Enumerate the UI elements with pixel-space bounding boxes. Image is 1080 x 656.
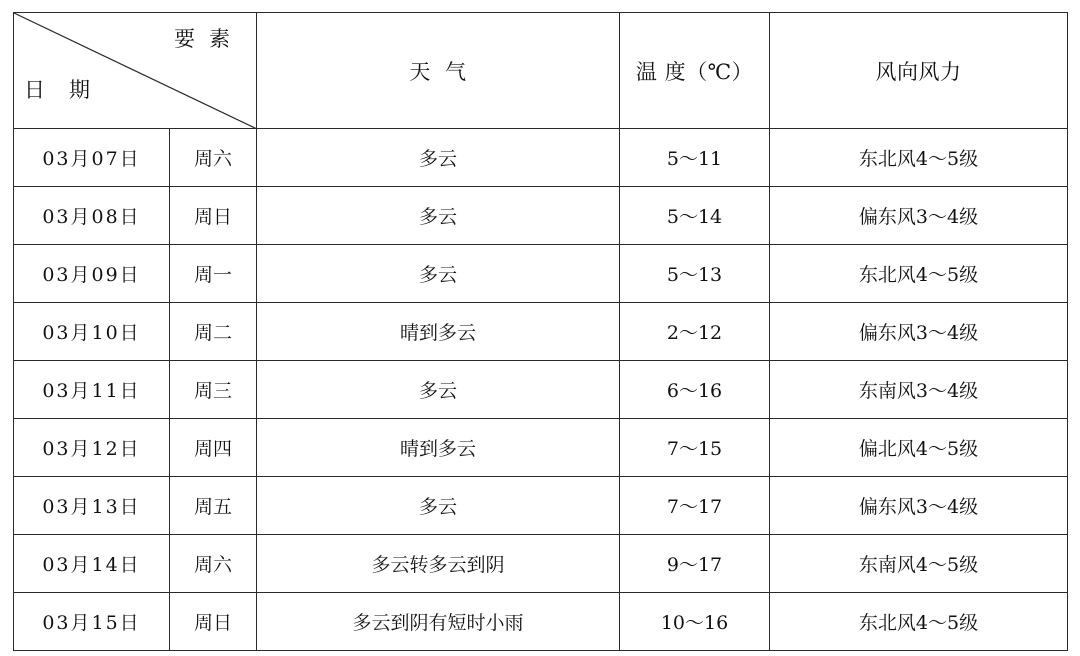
wind-cell: 东北风4～5级	[770, 129, 1068, 187]
weekday-cell: 周五	[170, 477, 257, 535]
corner-header-cell	[14, 13, 257, 129]
wind-cell: 东南风4～5级	[770, 535, 1068, 593]
table-row	[14, 187, 1068, 245]
temperature-cell: 10～16	[620, 593, 770, 651]
table-row	[14, 477, 1068, 535]
temperature-cell: 5～11	[620, 129, 770, 187]
date-cell: 03月13日	[14, 477, 170, 535]
weather-cell: 多云	[257, 477, 620, 535]
temperature-cell: 7～17	[620, 477, 770, 535]
weather-forecast-table	[13, 12, 1068, 651]
temperature-cell: 9～17	[620, 535, 770, 593]
weekday-cell: 周三	[170, 361, 257, 419]
date-cell: 03月15日	[14, 593, 170, 651]
corner-label-date: 日期	[24, 78, 114, 102]
weather-cell: 多云	[257, 129, 620, 187]
weather-cell: 多云	[257, 245, 620, 303]
date-cell: 03月08日	[14, 187, 170, 245]
weekday-cell: 周六	[170, 535, 257, 593]
table-row	[14, 535, 1068, 593]
weather-cell: 多云	[257, 187, 620, 245]
date-cell: 03月10日	[14, 303, 170, 361]
weekday-cell: 周一	[170, 245, 257, 303]
date-cell: 03月14日	[14, 535, 170, 593]
table-row	[14, 361, 1068, 419]
table-row	[14, 419, 1068, 477]
weekday-cell: 周日	[170, 593, 257, 651]
wind-cell: 东南风3～4级	[770, 361, 1068, 419]
header-weather: 天 气	[257, 13, 620, 129]
header-temperature: 温 度（℃）	[620, 13, 770, 129]
wind-cell: 偏东风3～4级	[770, 477, 1068, 535]
weather-cell: 晴到多云	[257, 419, 620, 477]
forecast-rows	[14, 129, 1068, 651]
weekday-cell: 周六	[170, 129, 257, 187]
table-row	[14, 129, 1068, 187]
header-row	[14, 13, 1068, 129]
wind-cell: 偏东风3～4级	[770, 187, 1068, 245]
wind-cell: 东北风4～5级	[770, 593, 1068, 651]
temperature-cell: 5～14	[620, 187, 770, 245]
weather-cell: 多云	[257, 361, 620, 419]
header-wind: 风向风力	[770, 13, 1068, 129]
table-row	[14, 245, 1068, 303]
weather-cell: 多云到阴有短时小雨	[257, 593, 620, 651]
weather-cell: 晴到多云	[257, 303, 620, 361]
wind-cell: 东北风4～5级	[770, 245, 1068, 303]
weekday-cell: 周二	[170, 303, 257, 361]
date-cell: 03月09日	[14, 245, 170, 303]
weekday-cell: 周四	[170, 419, 257, 477]
temperature-cell: 6～16	[620, 361, 770, 419]
wind-cell: 偏东风3～4级	[770, 303, 1068, 361]
table-row	[14, 593, 1068, 651]
wind-cell: 偏北风4～5级	[770, 419, 1068, 477]
weather-cell: 多云转多云到阴	[257, 535, 620, 593]
date-cell: 03月11日	[14, 361, 170, 419]
corner-label-elements: 要素	[174, 27, 244, 51]
date-cell: 03月07日	[14, 129, 170, 187]
table-row	[14, 303, 1068, 361]
temperature-cell: 7～15	[620, 419, 770, 477]
temperature-cell: 2～12	[620, 303, 770, 361]
temperature-cell: 5～13	[620, 245, 770, 303]
weekday-cell: 周日	[170, 187, 257, 245]
date-cell: 03月12日	[14, 419, 170, 477]
